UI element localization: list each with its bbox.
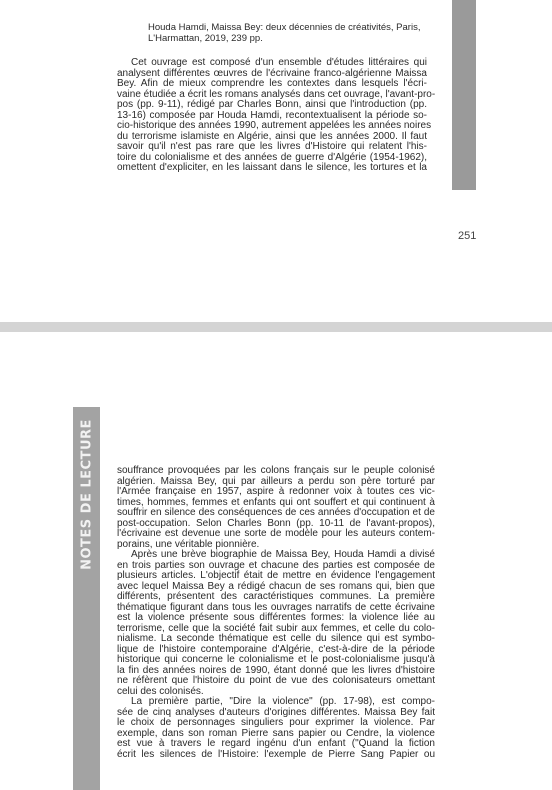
- text-line: lique de l'histoire contemporaine d'Algérie, c'est-à-dire de la période: [117, 643, 435, 655]
- text-line: omettent d'expliciter, en les laissant dans le silence, les tortures et la: [117, 162, 427, 173]
- text-line: est la violence présente sous différentes formes: la violence liée au: [117, 612, 435, 623]
- bottom-text: [117, 466, 435, 760]
- text-line: sée de cinq analyses d'auteurs d'origines différentes. Maissa Bey fait: [117, 706, 435, 718]
- text-line: cio-historique des années 1990, autrement appelées les années noires: [117, 120, 432, 131]
- text-line: plusieurs articles. L'objectif était de mettre en évidence l'engagement: [117, 570, 435, 581]
- text-line: Bey. Afin de mieux comprendre les contextes dans lesquels l'écri-: [117, 78, 427, 89]
- text-line: toire du colonialisme et des années de guerre d'Algérie (1954-1962),: [117, 151, 427, 163]
- text-line: terrorisme, celle que la société fait subir aux femmes, et celle du colo-: [117, 622, 435, 634]
- text-line: écrit les silences de l'Histoire: l'exemple de Pierre Sang Papier ou: [117, 748, 435, 760]
- text-line: Cet ouvrage est composé d'un ensemble d'études littéraires qui: [131, 57, 427, 68]
- reference-line: Houda Hamdi, Maissa Bey: deux décennies de créativités, Paris,: [148, 22, 421, 33]
- text-line: algérien. Maissa Bey, qui par ailleurs a perdu son père torturé par: [117, 475, 435, 487]
- section-tab: [73, 407, 100, 790]
- text-line: celui des colonisés.: [117, 685, 204, 697]
- text-line: souffrir en silence des conséquences de ces années d'occupation et de: [117, 507, 435, 518]
- text-line: nialisme. La seconde thématique est celle du silence qui est symbo-: [117, 633, 435, 644]
- text-line: différents, présentent des caractéristiques communes. La première: [117, 591, 435, 602]
- top-paragraph: [117, 57, 436, 174]
- top-page: [0, 0, 552, 322]
- text-line: avec lequel Maissa Bey a rédigé chacun de ses romans qui, bien que: [117, 580, 435, 592]
- text-line: La première partie, "Dire la violence" (pp. 17-98), est compo-: [131, 696, 435, 707]
- text-line: souffrance provoquées par les colons français sur le peuple colonisé: [117, 465, 435, 476]
- text-line: est vue à travers le regard ingénu d'un enfant ("Quand la fiction: [117, 738, 435, 749]
- text-line: times, hommes, femmes et enfants qui ont souffert et qui continuent à: [117, 496, 435, 508]
- section-tab: [452, 0, 476, 190]
- book-reference: [148, 22, 421, 44]
- text-line: porains, une véritable pionnière.: [117, 538, 260, 550]
- text-line: analysent différentes œuvres de l'écrivaine franco-algérienne Maissa: [117, 67, 427, 79]
- bottom-page: [0, 332, 552, 790]
- text-line: l'écrivaine est devenue une sorte de modèle pour les auteurs contem-: [117, 528, 435, 539]
- reference-line: L'Harmattan, 2019, 239 pp.: [148, 32, 263, 44]
- text-line: du terrorisme islamiste en Algérie, ainsi que les années 2000. Il faut: [117, 130, 427, 142]
- text-line: en trois parties son ouvrage et chacune des parties est composée de: [117, 559, 435, 571]
- text-line: la fin des années noires de 1990, étant donné que les livres d'histoire: [117, 664, 435, 676]
- page-number: 251: [458, 230, 477, 242]
- text-line: ne réfèrent que l'histoire du point de vue des colonisateurs omettant: [117, 675, 435, 686]
- text-line: 13-16) composée par Houda Hamdi, recontextualisent la période so-: [117, 109, 427, 121]
- text-line: post-occupation. Selon Charles Bonn (pp. 10-11 de l'avant-propos),: [117, 517, 435, 529]
- text-line: exemple, dans son roman Pierre sans papier ou Cendre, la violence: [117, 727, 435, 739]
- text-line: savoir qu'il n'est pas rare que les livres d'Histoire qui relatent l'his-: [117, 141, 427, 152]
- section-label: NOTES DE LECTURE: [79, 419, 94, 570]
- text-line: pos (pp. 9-11), rédigé par Charles Bonn, ainsi que l'introduction (pp.: [117, 99, 427, 110]
- text-line: vaine étudiée a écrit les romans analysés dans cet ouvrage, l'avant-pro-: [117, 88, 436, 100]
- text-line: l'Armée française en 1957, aspire à redonner voix à toutes ces vic-: [117, 486, 435, 497]
- page-separator: [0, 322, 552, 332]
- text-line: Après une brève biographie de Maissa Bey, Houda Hamdi a divisé: [131, 549, 435, 560]
- text-line: le choix de personnages singuliers pour exprimer la violence. Par: [117, 717, 435, 728]
- text-line: thématique figurant dans tous les ouvrages narratifs de cette écrivaine: [117, 601, 435, 613]
- text-line: historique qui concerne le colonialisme et le post-colonialisme jusqu'à: [117, 654, 435, 665]
